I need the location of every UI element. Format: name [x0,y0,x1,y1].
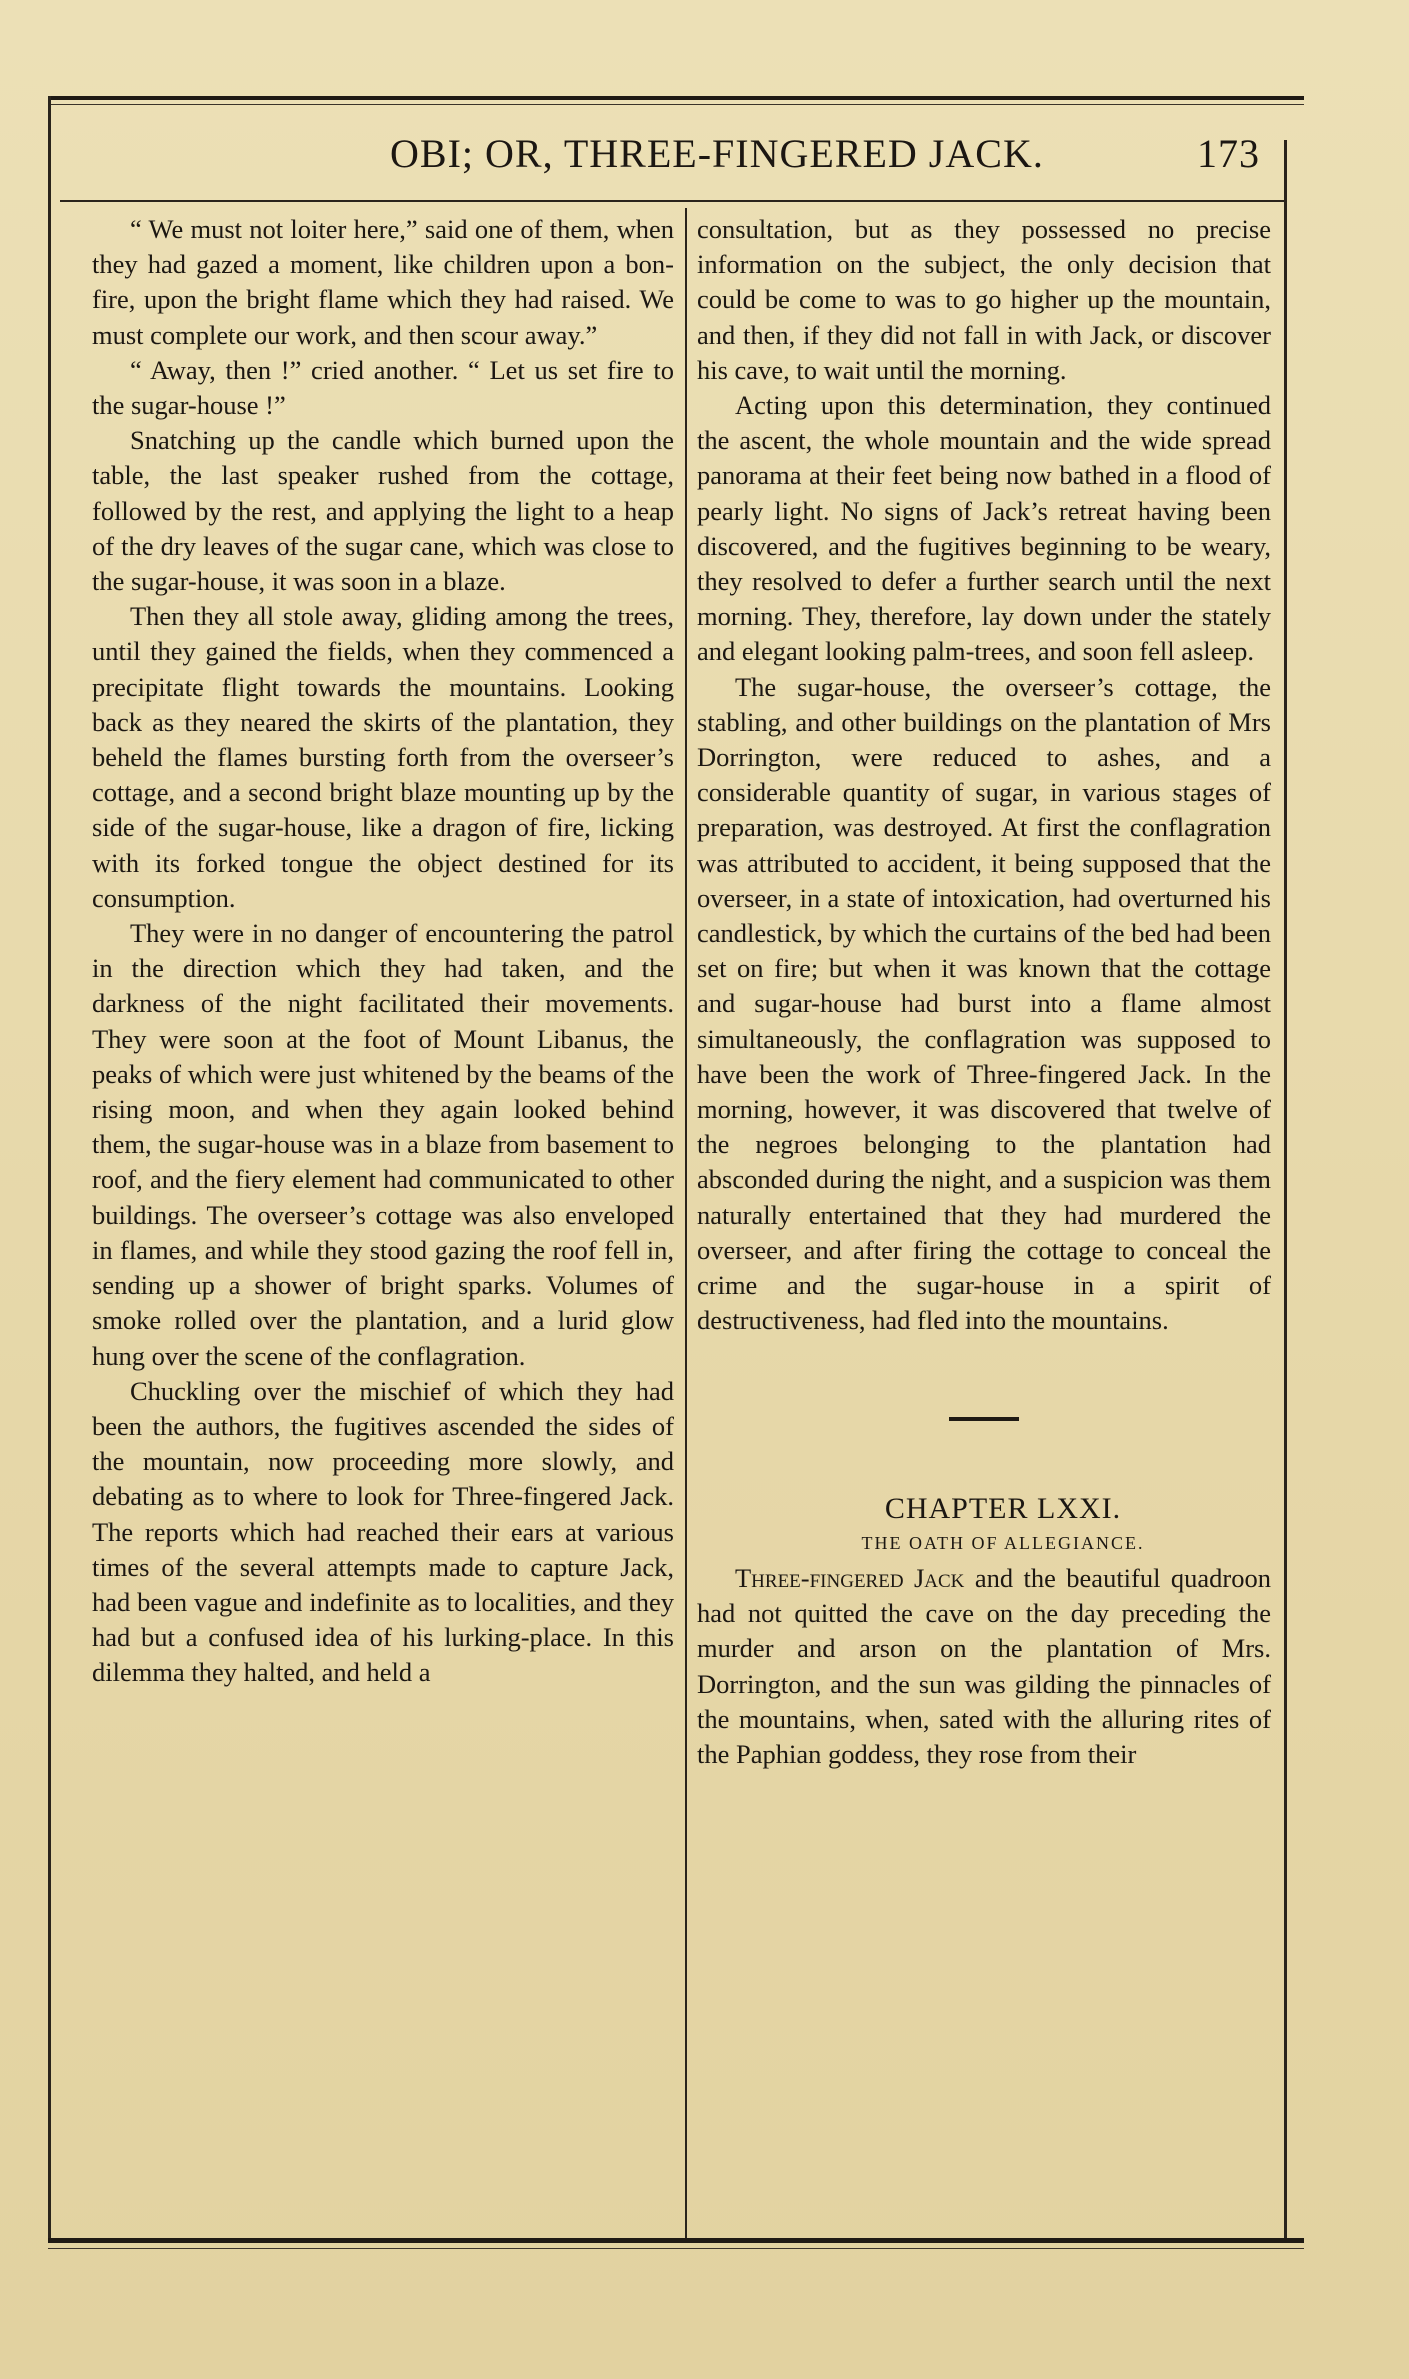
bottom-border-thin-rule [48,2248,1304,2249]
paragraph: The sugar-house, the overseer’s cottage, the stabling, and other buildings on the plantation of Mrs Dorrington, were reduced to ashes, and a considerable quantity of sugar, in various stages of preparation, was destroyed. At first the conflagration was attributed to accident, it being supposed that the overseer, in a state of intoxication, had overturned his candlestick, by which the curtains of the bed had been set on fire; but when it was known that the cottage and sugar-house had burst into a flame almost simultaneously, the conflagration was supposed to have been the work of Three-fingered Jack. In the morning, however, it was discovered that twelve of the negroes belonging to the plantation had absconded during the night, and a suspicion was them naturally entertained that they had murdered the overseer, and after firing the cottage to conceal the crime and the sugar-house in a spirit of destructiveness, had fled into the mountains. [697,671,1271,1336]
right-border-rule [1284,140,1287,2240]
left-border-rule [48,96,51,2241]
paragraph: They were in no danger of encountering the patrol in the direction which they had taken, and the darkness of the night facilitated their movements. They were soon at the foot of Mount Libanus, the peaks of which were just whitened by the beams of the rising moon, and when they again looked behind them, the sugar-house was in a blaze from basement to roof, and the fiery element had communicated to other buildings. The overseer’s cottage was also enveloped in flames, and while they stood gazing the roof fell in, sending up a shower of bright sparks. Volumes of smoke rolled over the plantation, and a lurid glow hung over the scene of the conflagration. [92,918,674,1371]
chapter-opening-text: and the beautiful quadroon had not quitted the cave on the day preceding the murder and arson on the plantation of Mrs. Dorrington, and the sun was gilding the pinnacles of the mountains, when, sated with the alluring rites of the Paphian goddess, they rose from their [697,1562,1271,1769]
paragraph: “ We must not loiter here,” said one of them, when they had gazed a moment, like children upon a bon-fire, upon the bright flame which they had raised. We must complete our work, and then scour away.” [92,214,674,350]
chapter-opening-paragraph [697,1561,1271,1772]
right-column [697,212,1271,1772]
page-number: 173 [1197,131,1260,176]
paragraph: Acting upon this determination, they continued the ascent, the whole mountain and the wide spread panorama at their feet being now bathed in a flood of pearly light. No signs of Jack’s retreat having been discovered, and the fugitives beginning to be weary, they resolved to defer a further search until the next morning. They, therefore, lay down under the stately and elegant looking palm-trees, and soon fell asleep. [697,390,1271,667]
paragraph: Chuckling over the mischief of which they had been the authors, the fugitives ascended the sides of the mountain, now proceeding more slowly, and debating as to where to look for Three-fingered Jack. The reports which had reached their ears at various times of the several attempts made to capture Jack, had been vague and indefinite as to localities, and they had but a confused idea of his lurking-place. In this dilemma they halted, and held a [92,1375,674,1688]
top-border-rule [48,96,1304,100]
column-divider [685,208,687,2238]
paragraph: Snatching up the candle which burned upon the table, the last speaker rushed from the cottage, followed by the rest, and applying the light to a heap of the dry leaves of the sugar cane, which was close to the sugar-house, it was soon in a blaze. [92,425,674,597]
paragraph: consultation, but as they possessed no precise information on the subject, the only decision that could be come to was to go higher up the mountain, and then, if they did not fall in with Jack, or discover his cave, to wait until the morning. [697,214,1271,385]
header-rule [60,200,1285,202]
chapter-subtitle: THE OATH OF ALLEGIANCE. [861,1532,1145,1553]
bottom-border-rule [48,2238,1304,2243]
top-border-thin-rule [48,104,1304,105]
running-title: OBI; OR, THREE-FINGERED JACK. [390,131,1044,176]
running-head [60,130,1260,190]
chapter-heading: CHAPTER LXXI. [884,1491,1122,1525]
paragraph: Then they all stole away, gliding among the trees, until they gained the fields, when they commenced a precipitate flight towards the mountains. Looking back as they neared the skirts of the plantation, they beheld the flames bursting forth from the overseer’s cottage, and a second bright blaze mounting up by the side of the sugar-house, like a dragon of fire, licking with its forked tongue the object destined for its consumption. [92,601,674,913]
paragraph: “ Away, then !” cried another. “ Let us set fire to the sugar-house !” [92,354,674,421]
chapter-ornament-rule [949,1417,1019,1421]
left-column [92,212,674,1691]
chapter-lead-words: Three-fingered Jack [735,1562,965,1593]
